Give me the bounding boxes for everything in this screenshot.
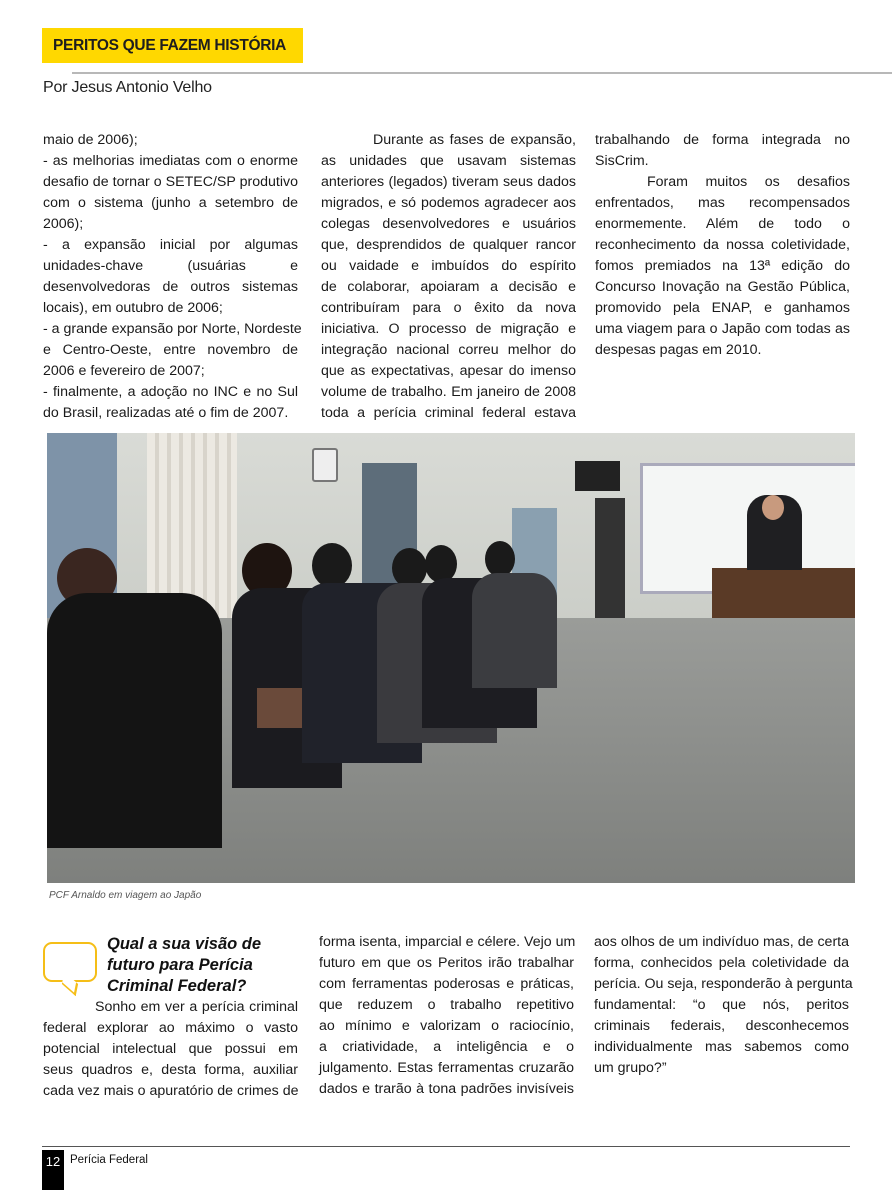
text-line: a criatividade, a inteligência e o <box>319 1039 574 1055</box>
text-line: anteriores (legados) tiveram seus dados <box>321 174 576 190</box>
text-line: enfrentados, mas recompensados <box>595 195 850 211</box>
text-line: perícia. Ou seja, responderão à pergunta <box>594 976 853 992</box>
article-column-3 <box>595 130 850 361</box>
text-line: desafio de tornar o SETEC/SP produtivo <box>43 174 298 190</box>
article-column-2 <box>321 130 576 424</box>
text-line: um grupo?” <box>594 1060 667 1076</box>
text-line: uma viagem para o Japão com todas as <box>595 321 850 337</box>
text-line: - a grande expansão por Norte, Nordeste <box>43 321 302 337</box>
text-line: contribuíram para o êxito da nova <box>321 300 576 316</box>
text-line: individualmente mas sabemos como <box>594 1039 849 1055</box>
text-line: criminais federais, desconhecemos <box>594 1018 849 1034</box>
text-line: fundamental: “o que nós, peritos <box>594 997 849 1013</box>
text-line: que reduzem o trabalho repetitivo <box>319 997 574 1013</box>
text-line: maio de 2006); <box>43 132 138 148</box>
answer-column-3 <box>594 932 853 1079</box>
header-divider <box>72 72 892 74</box>
event-photo <box>47 433 855 883</box>
question-line: Qual a sua visão de <box>107 935 262 953</box>
page-number: 12 <box>42 1150 64 1190</box>
answer-column-2 <box>319 932 574 1100</box>
section-title: PERITOS QUE FAZEM HISTÓRIA <box>53 37 287 54</box>
text-line: locais), em outubro de 2006; <box>43 300 223 316</box>
text-line: do Brasil, realizadas até o fim de 2007. <box>43 405 289 421</box>
magazine-name: Perícia Federal <box>70 1154 148 1166</box>
text-line: que, desprendidos de qualquer rancor <box>321 237 576 253</box>
text-line: que as expectativas, apesar do imenso <box>321 363 576 379</box>
text-line: volume de trabalho. Em janeiro de 2008 <box>321 384 576 400</box>
article-column-1 <box>43 130 302 424</box>
text-line: ao mínimo e valorizam o raciocínio, <box>319 1018 574 1034</box>
section-kicker <box>42 28 303 63</box>
answer-column-1 <box>43 997 298 1102</box>
text-line: unidades-chave (usuárias e <box>43 258 298 274</box>
text-line: - a expansão inicial por algumas <box>43 237 298 253</box>
text-line: futuro em que os Peritos irão trabalhar <box>319 955 574 971</box>
author-byline: Por Jesus Antonio Velho <box>43 79 212 96</box>
text-line: fomos premiados na 13ª edição do <box>595 258 850 274</box>
text-line: Sonho em ver a perícia criminal <box>95 999 298 1015</box>
text-line: forma, conhecidos pela coletividade da <box>594 955 849 971</box>
text-line: potencial intelectual que possui em <box>43 1041 298 1057</box>
text-line: iniciativa. O processo de migração e <box>321 321 576 337</box>
text-line: as unidades que usavam sistemas <box>321 153 576 169</box>
question-line: futuro para Perícia <box>107 956 253 974</box>
text-line: federal explorar ao máximo o vasto <box>43 1020 298 1036</box>
text-line: Durante as fases de expansão, <box>373 132 576 148</box>
text-line: Concurso Inovação na Gestão Pública, <box>595 279 850 295</box>
text-line: toda a perícia criminal federal estava <box>321 405 576 421</box>
text-line: trabalhando de forma integrada no <box>595 132 850 148</box>
text-line: - as melhorias imediatas com o enorme <box>43 153 298 169</box>
text-line: com o sistema (junho a setembro de <box>43 195 298 211</box>
text-line: - finalmente, a adoção no INC e no Sul <box>43 384 298 400</box>
text-line: julgamento. Estas ferramentas cruzarão <box>319 1060 574 1076</box>
text-line: 2006); <box>43 216 84 232</box>
footer-divider <box>42 1146 850 1147</box>
text-line: promovido pela ENAP, e ganhamos <box>595 300 850 316</box>
text-line: despesas pagas em 2010. <box>595 342 762 358</box>
text-line: desenvolvedoras de outros sistemas <box>43 279 298 295</box>
text-line: colegas desenvolvedores e usuários <box>321 216 576 232</box>
text-line: seus quadros e, desta forma, auxiliar <box>43 1062 298 1078</box>
text-line: forma isenta, imparcial e célere. Vejo um <box>319 934 576 950</box>
text-line: dados e trarão à tona padrões invisíveis <box>319 1081 574 1097</box>
text-line: de colaborar, apoiaram a decisão e <box>321 279 576 295</box>
text-line: SisCrim. <box>595 153 649 169</box>
interview-question <box>107 934 261 997</box>
text-line: aos olhos de um indivíduo mas, de certa <box>594 934 849 950</box>
photo-caption: PCF Arnaldo em viagem ao Japão <box>49 890 202 901</box>
text-line: ou vaidade e imbuídos do espírito <box>321 258 576 274</box>
text-line: reconhecimento da nossa coletividade, <box>595 237 850 253</box>
text-line: e Centro-Oeste, entre novembro de <box>43 342 298 358</box>
text-line: integração nacional correu melhor do <box>321 342 576 358</box>
text-line: 2006 e fevereiro de 2007; <box>43 363 205 379</box>
text-line: enormemente. Além de todo o <box>595 216 850 232</box>
question-line: Criminal Federal? <box>107 977 247 995</box>
text-line: migrados, e só podemos agradecer aos <box>321 195 576 211</box>
text-line: cada vez mais o apuratório de crimes de <box>43 1083 299 1099</box>
text-line: Foram muitos os desafios <box>647 174 850 190</box>
text-line: com ferramentas poderosas e práticas, <box>319 976 574 992</box>
